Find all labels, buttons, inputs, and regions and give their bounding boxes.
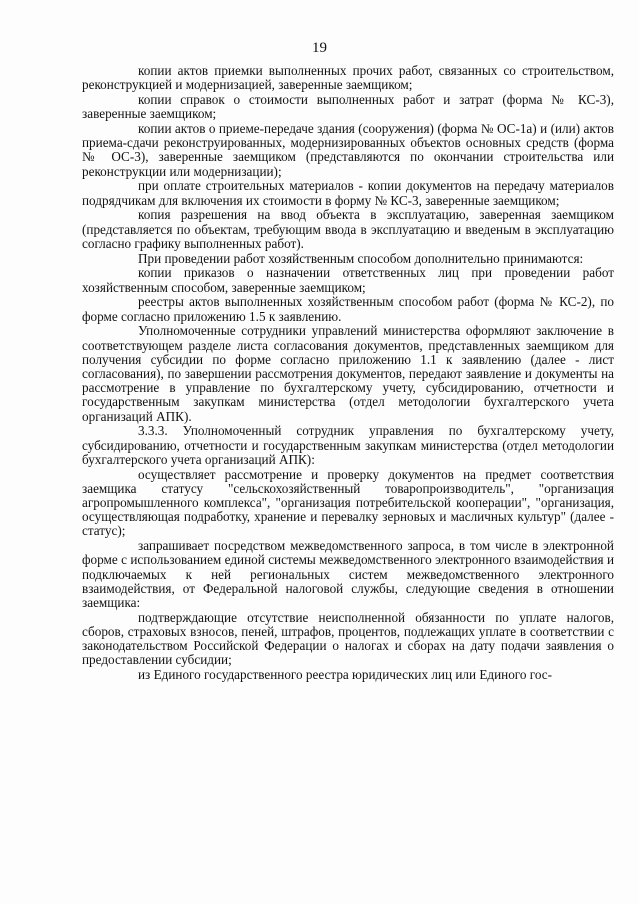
- paragraph: запрашивает посредством межведомственного запроса, в том числе в электронной форме с использованием единой системы межведомственного электронного взаимодействия и подключаемых к ней региональных систем межведомственного электронного взаимодействия, от Федеральной налоговой службы, следующие сведения в отношении заемщика:: [82, 538, 614, 611]
- paragraph: При проведении работ хозяйственным способом дополнительно принимаются:: [138, 250, 584, 266]
- paragraph: копия разрешения на ввод объекта в эксплуатацию, заверенная заемщиком (представляется по объектам, требующим ввода в эксплуатацию и введеным в эксплуатацию согласно графику выполненных работ).: [82, 207, 614, 251]
- paragraph: при оплате строительных материалов - копии документов на передачу материалов подрядчикам для включения их стоимости в форму № КС-3, заверенные заемщиком;: [82, 178, 614, 208]
- document-body: [82, 64, 614, 682]
- paragraph: копии приказов о назначении ответственных лиц при проведении работ хозяйственным способом, заверенные заемщиком;: [82, 265, 614, 295]
- paragraph: 3.3.3. Уполномоченный сотрудник управления по бухгалтерскому учету, субсидированию, отчетности и государственным закупкам министерства (отдел методологии бухгалтерского учета организаций АПК):: [82, 423, 614, 467]
- paragraph: реестры актов выполненных хозяйственным способом работ (форма № КС-2), по форме согласно приложению 1.5 к заявлению.: [82, 294, 614, 324]
- paragraph: из Единого государственного реестра юридических лиц или Единого гос-: [138, 667, 553, 683]
- paragraph: копии актов приемки выполненных прочих работ, связанных со строительством, реконструкцией и модернизацией, заверенные заемщиком;: [82, 63, 614, 93]
- paragraph: осуществляет рассмотрение и проверку документов на предмет соответствия заемщика статусу "сельскохозяйственный товаропроизводитель", "организация агропромышленного комплекса", "организация потребительской кооперации", "организация, осуществляющая подработку, хранение и перевалку зерновых и масличных культур" (далее - статус);: [82, 466, 614, 539]
- paragraph: подтверждающие отсутствие неисполненной обязанности по уплате налогов, сборов, страховых взносов, пеней, штрафов, процентов, подлежащих уплате в соответствии с законодательством Российской Федерации о налогах и сборах на дату подачи заявления о предоставлении субсидии;: [82, 609, 614, 668]
- paragraph: Уполномоченные сотрудники управлений министерства оформляют заключение в соответствующем разделе листа согласования документов, представленных заемщиком для получения субсидии по форме согласно приложению 1.1 к заявлению (далее - лист согласования), по завершении рассмотрения документов, передают заявление и документы на рассмотрение в управление по бухгалтерскому учету, субсидированию, отчетности и государственным закупкам министерства (отдел методологии бухгалтерского учета организаций АПК).: [82, 323, 614, 424]
- paragraph: копии актов о приеме-передаче здания (сооружения) (форма № ОС-1а) и (или) актов приема-сдачи реконструированных, модернизированных объектов основных средств (форма № ОС-3), заверенные заемщиком (представляются по окончании строительства или реконструкции или модернизации);: [82, 121, 614, 179]
- page-number: 19: [312, 40, 327, 56]
- paragraph: копии справок о стоимости выполненных работ и затрат (форма № КС-3), заверенные заемщиком;: [82, 92, 614, 122]
